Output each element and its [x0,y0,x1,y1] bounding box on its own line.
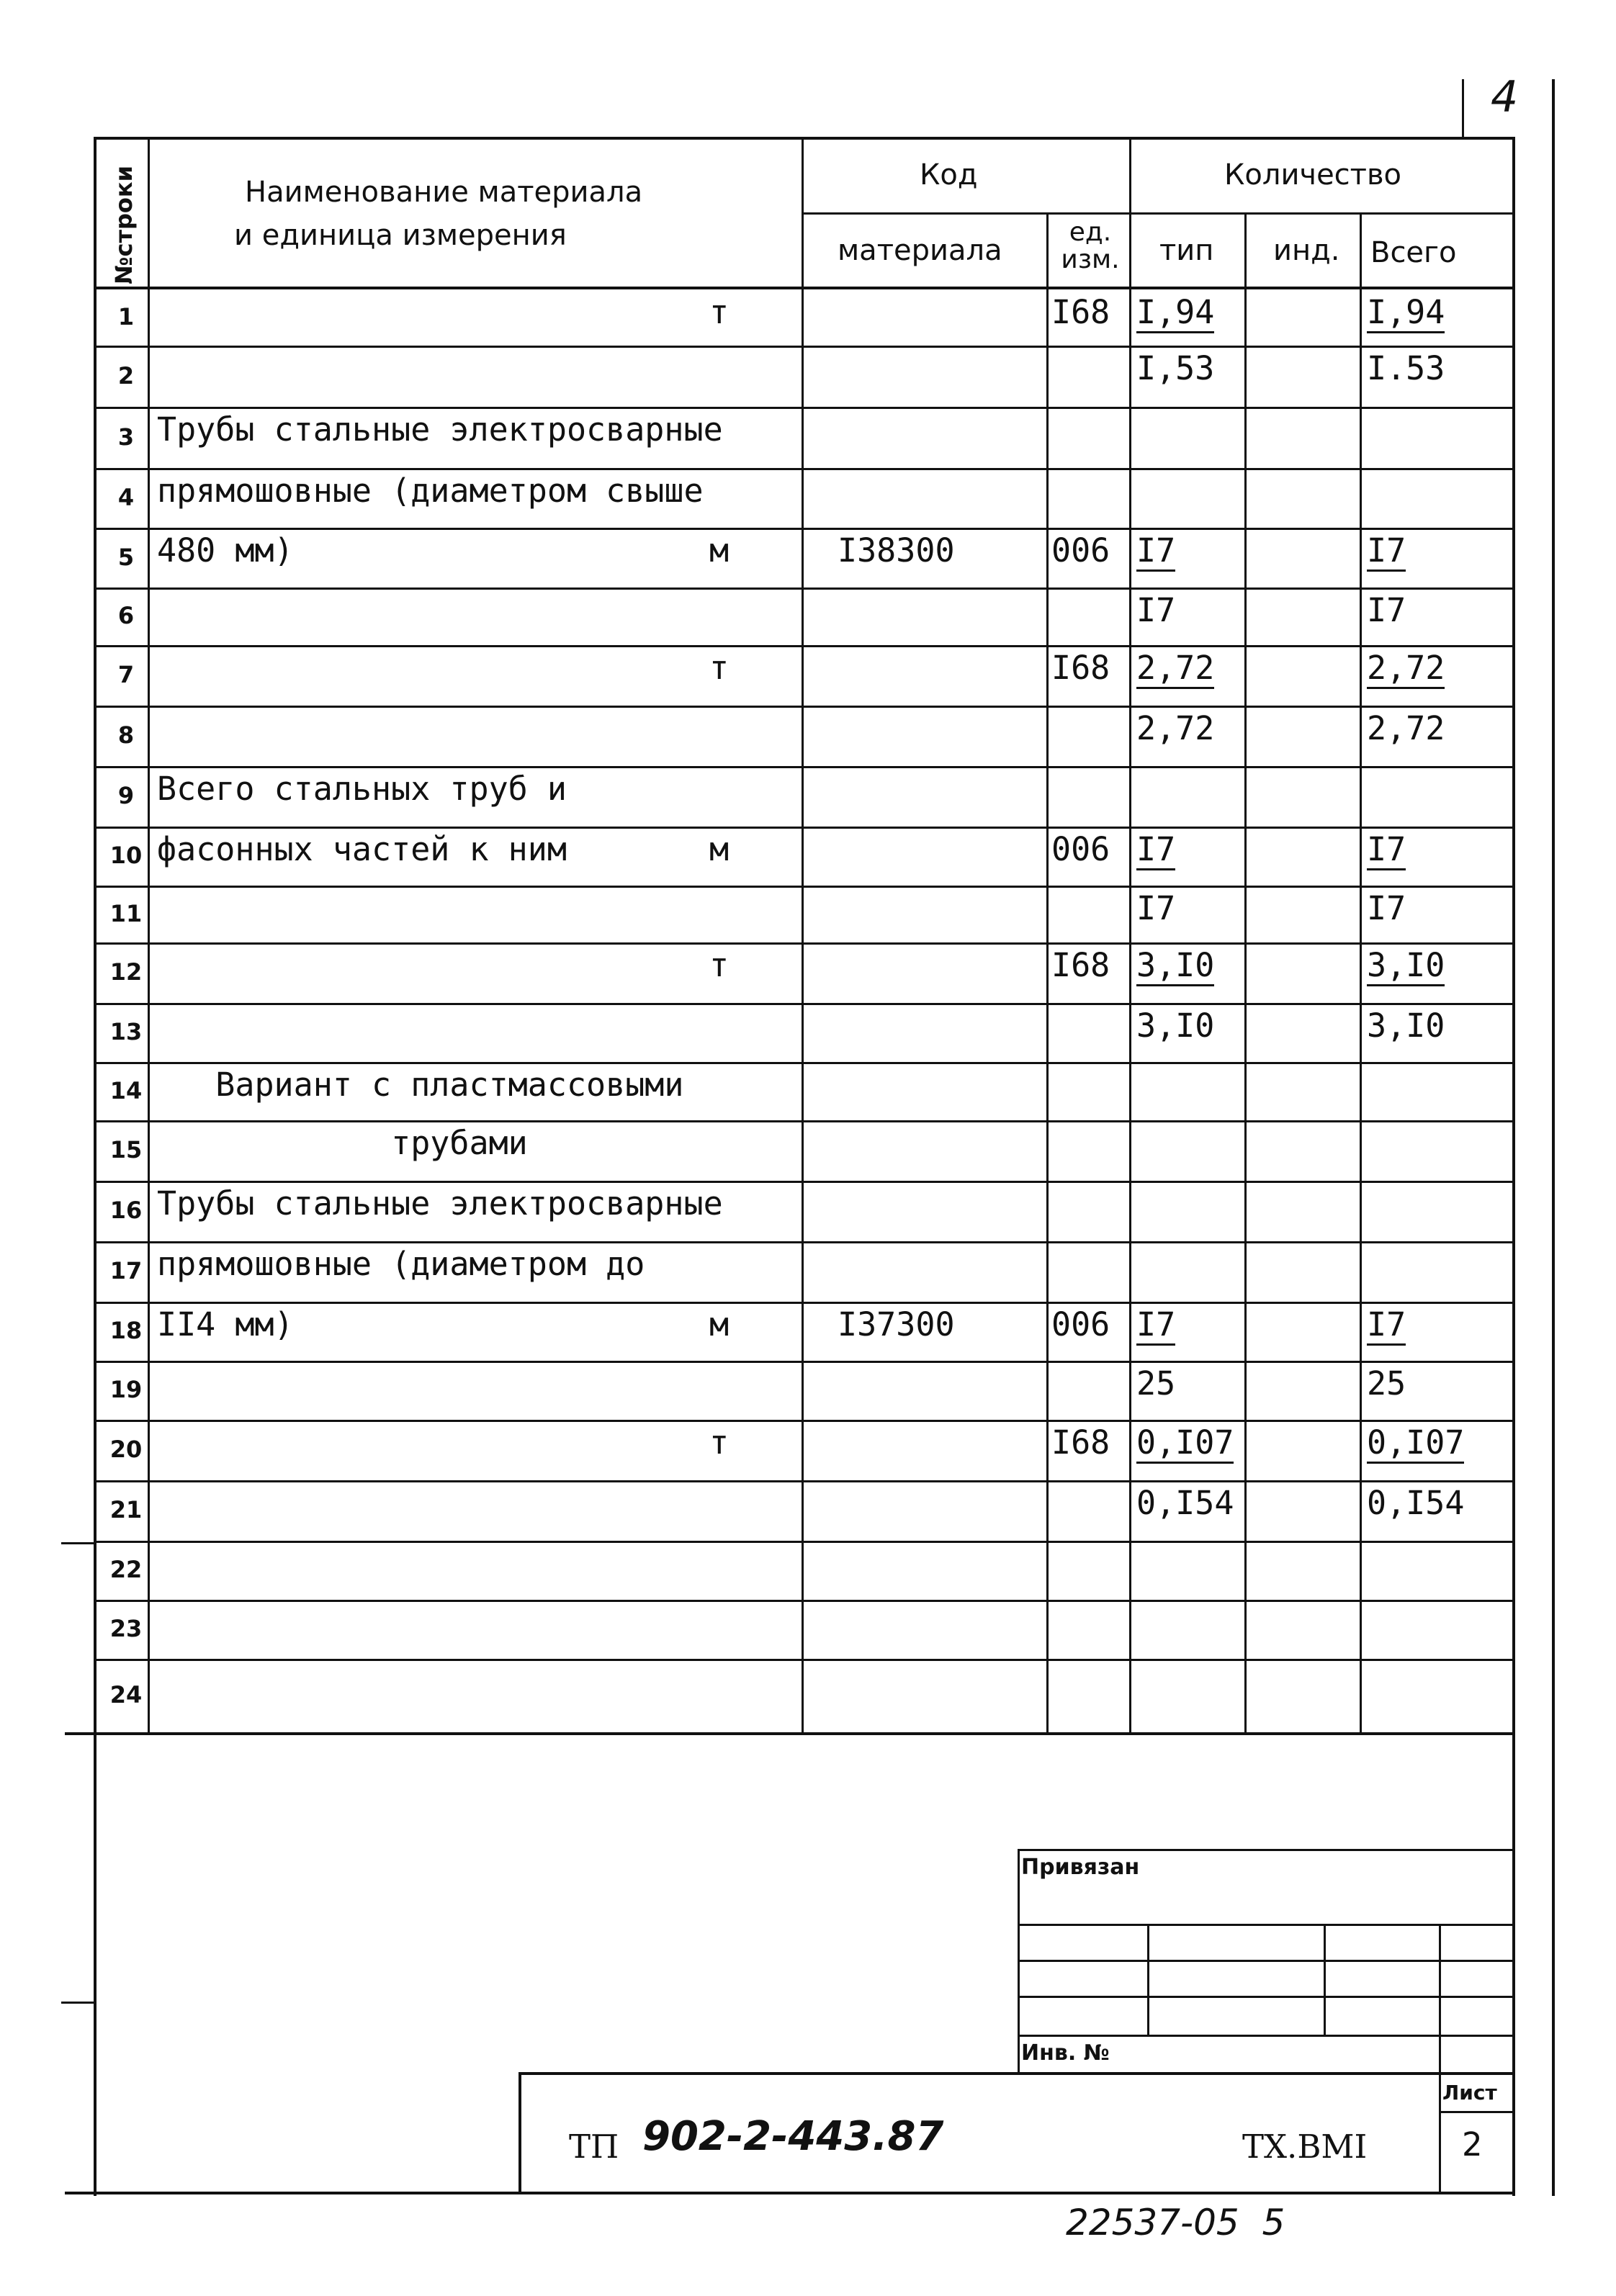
qty-type: 0,I54 [1136,1484,1234,1522]
stamp-doc-code: ТХ.ВМI [1242,2128,1368,2166]
stamp-tp-number: 902-2-443.87 [642,2113,944,2160]
row-divider [94,1420,1515,1422]
material-name: Всего стальных труб и [157,770,567,808]
qty-total: 2,72 [1367,709,1445,747]
qty-type: I7 [1136,531,1175,572]
row-number: 22 [109,1556,143,1583]
unit-symbol: м [709,531,730,570]
row-divider [94,1480,1515,1482]
qty-total: I,94 [1367,293,1445,333]
unit-symbol: м [709,830,730,868]
qty-type: 2,72 [1136,649,1214,689]
row-divider [94,827,1515,829]
row-divider [94,1181,1515,1183]
material-name: Трубы стальные электросварные [157,410,723,449]
unit-code: 006 [1051,1305,1110,1343]
row-number: 6 [117,602,135,629]
material-code: I38300 [838,531,955,570]
qty-type: 0,I07 [1136,1423,1234,1464]
qty-total: 2,72 [1367,649,1445,689]
qty-total: I.53 [1367,349,1445,387]
header-code: Код [920,158,978,192]
qty-total: 0,I07 [1367,1423,1464,1464]
row-number: 3 [117,423,135,451]
qty-total: 25 [1367,1364,1406,1403]
stamp-tp-prefix: ТП [569,2128,619,2166]
row-number: 5 [117,543,135,571]
row-number: 1 [117,303,135,330]
row-divider [94,886,1515,888]
stamp-list-value: 2 [1462,2125,1483,2164]
material-code: I37300 [838,1305,955,1343]
row-number: 2 [117,361,135,390]
qty-total: I7 [1367,591,1406,629]
header-row-no: №строки [110,165,138,284]
row-divider [94,1302,1515,1304]
material-name: 480 мм) [157,531,294,570]
unit-code: 006 [1051,830,1110,868]
row-number: 24 [109,1681,143,1709]
unit-symbol: т [709,649,730,687]
row-divider [94,1659,1515,1661]
header-qty-ind: инд. [1273,234,1340,267]
header-quantity: Количество [1224,158,1402,192]
row-divider [94,346,1515,348]
row-number: 8 [117,721,135,749]
qty-type: I,94 [1136,293,1214,333]
material-name: фасонных частей к ним [157,830,567,868]
stamp-privyazan: Привязан [1021,1855,1140,1880]
row-divider [94,1062,1515,1064]
header-name-line2: и единица измерения [234,219,567,252]
row-divider [94,468,1515,470]
material-name: II4 мм) [157,1305,294,1343]
row-number: 7 [117,661,135,688]
qty-type: I7 [1136,830,1175,870]
unit-code: I68 [1051,946,1110,984]
unit-symbol: м [709,1305,730,1343]
row-number: 18 [109,1317,143,1344]
row-divider [94,1541,1515,1543]
unit-symbol: т [709,946,730,984]
qty-type: 3,I0 [1136,1007,1215,1045]
row-number: 20 [109,1436,143,1463]
unit-code: I68 [1051,649,1110,687]
unit-code: I68 [1051,1423,1110,1462]
row-number: 10 [109,842,143,869]
footer-number: 22537-05 5 [1066,2202,1285,2243]
header-code-unit: ед. изм. [1061,217,1120,274]
row-divider [94,407,1515,409]
stamp-inv-no: Инв. № [1021,2040,1110,2066]
qty-total: I7 [1367,830,1406,870]
row-number: 13 [109,1018,143,1045]
unit-symbol: т [709,293,730,331]
qty-total: I7 [1367,531,1406,572]
row-number: 15 [109,1136,143,1163]
material-name: трубами [157,1124,528,1162]
row-divider [94,1120,1515,1122]
material-name: прямошовные (диаметром до [157,1245,645,1283]
row-divider [94,528,1515,530]
row-number: 14 [109,1076,143,1104]
header-code-material: материала [838,234,1002,267]
qty-type: 2,72 [1136,709,1215,747]
qty-type: I7 [1136,591,1176,629]
row-divider [94,706,1515,708]
row-divider [94,587,1515,590]
qty-type: 25 [1136,1364,1176,1403]
row-number: 19 [109,1376,143,1403]
qty-type: I7 [1136,889,1176,927]
qty-type: 3,I0 [1136,946,1214,986]
qty-total: I7 [1367,1305,1406,1346]
row-divider [94,766,1515,768]
row-divider [94,1241,1515,1243]
corner-page-number: 4 [1491,72,1519,122]
row-divider [94,942,1515,945]
row-divider [94,1361,1515,1363]
header-name-line1: Наименование материала [245,176,643,209]
row-divider [94,1600,1515,1602]
unit-symbol: т [709,1423,730,1462]
row-number: 17 [109,1257,143,1284]
material-name: Вариант с пластмассовыми [157,1066,684,1104]
qty-type: I7 [1136,1305,1175,1346]
row-number: 21 [109,1496,143,1523]
header-qty-total: Всего [1370,236,1457,269]
row-divider [94,1003,1515,1005]
material-name: прямошовные (диаметром свыше [157,472,704,510]
row-number: 12 [109,958,143,986]
stamp-list-label: Лист [1442,2081,1497,2104]
material-name: Трубы стальные электросварные [157,1184,723,1223]
unit-code: 006 [1051,531,1110,570]
qty-total: 3,I0 [1367,1007,1445,1045]
row-divider [94,645,1515,647]
row-number: 16 [109,1197,143,1224]
row-number: 23 [109,1615,143,1642]
row-number: 9 [117,782,135,809]
qty-total: I7 [1367,889,1406,927]
qty-total: 3,I0 [1367,946,1445,986]
row-number: 11 [109,899,143,927]
unit-code: I68 [1051,293,1110,331]
header-qty-type: тип [1159,234,1214,267]
row-number: 4 [117,483,135,511]
qty-type: I,53 [1136,349,1215,387]
qty-total: 0,I54 [1367,1484,1465,1522]
